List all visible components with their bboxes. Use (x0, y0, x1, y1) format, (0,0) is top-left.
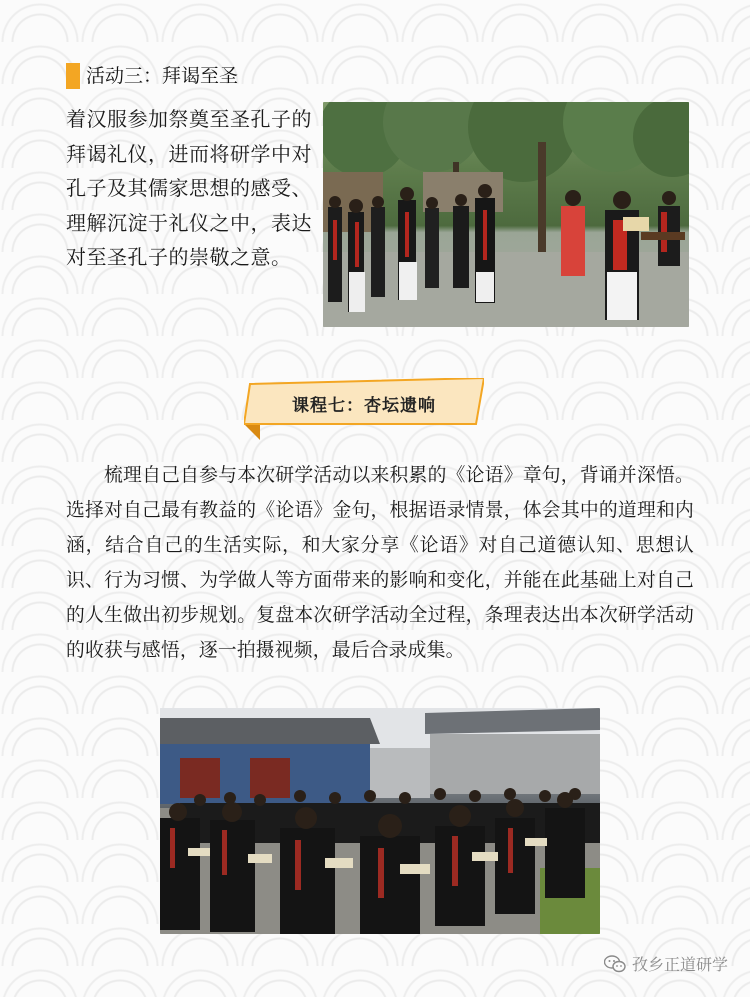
activity-paragraph: 着汉服参加祭奠至圣孔子的拜谒礼仪，进而将研学中对孔子及其儒家思想的感受、理解沉淀于礼仪之中，表达对至圣孔子的崇敬之意。 (66, 107, 312, 269)
watermark (604, 952, 728, 975)
recitation-photo (160, 708, 600, 934)
wechat-icon (604, 955, 626, 973)
course-title: 课程七：杏坛遗响 (292, 396, 436, 416)
course-paragraph: 梳理自己自参与本次研学活动以来积累的《论语》章句，背诵并深悟。选择对自己最有教益的《论语》金句，根据语录情景，体会其中的道理和内涵，结合自己的生活实际，和大家分享《论语》对自己道德认知、思想认识、行为习惯、为学做人等方面带来的影响和变化，并能在此基础上对自己的人生做出初步规划。复盘本次研学活动全过程，条理表达出本次研学活动的收获与感悟，逐一拍摄视频，最后合录成集。 (66, 465, 694, 661)
ceremony-photo (323, 102, 689, 327)
section-marker (66, 63, 80, 89)
watermark-text: 孜乡正道研学 (631, 955, 728, 974)
activity-title: 活动三：拜谒至圣 (86, 65, 239, 87)
